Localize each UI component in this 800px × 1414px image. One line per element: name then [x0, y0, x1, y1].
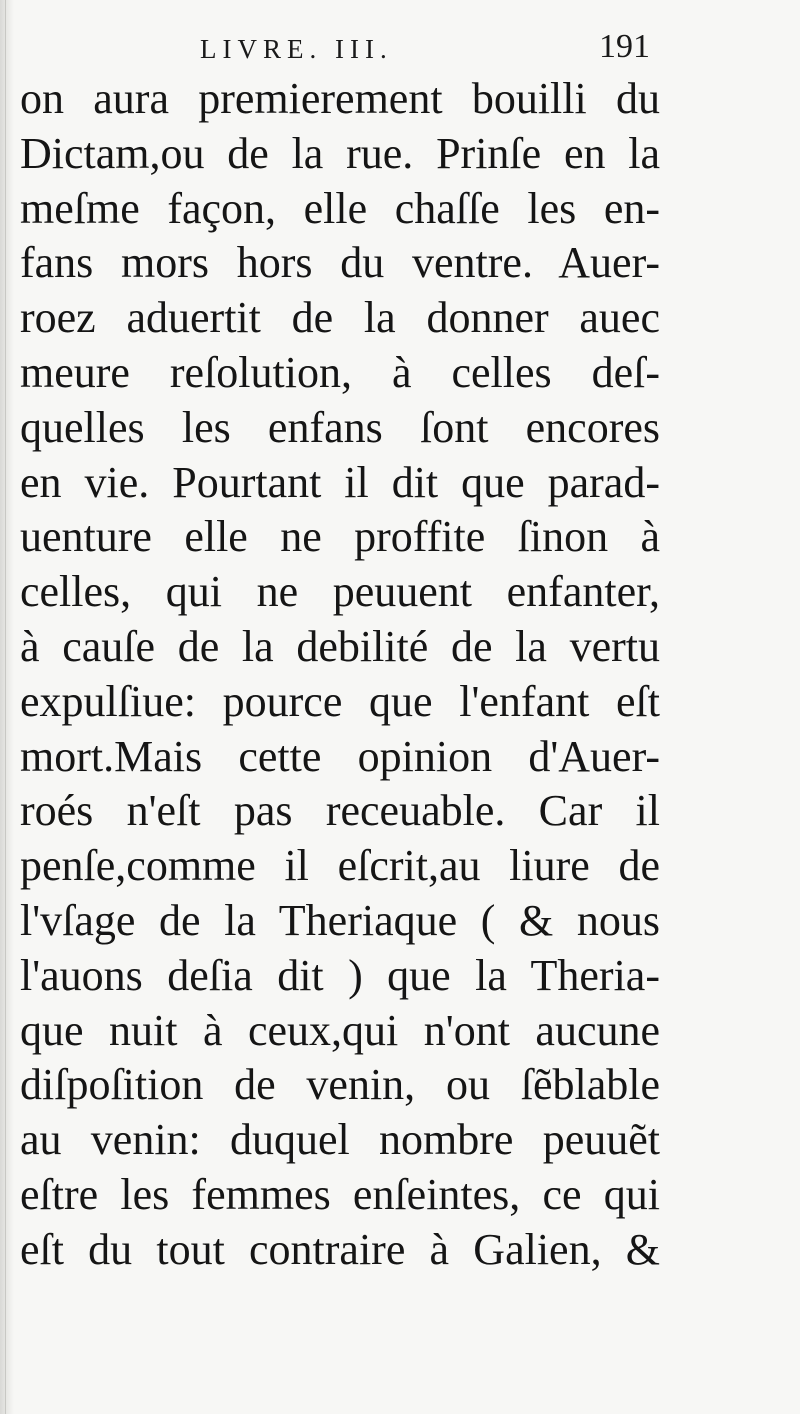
- text-line: quelles les enfans ſont encores: [20, 402, 660, 452]
- text-line: que nuit à ceux,qui n'ont aucune: [20, 1005, 660, 1055]
- text-line: on aura premierement bouilli du: [20, 74, 660, 123]
- text-line: meſme façon, elle chaſſe les en-: [20, 183, 660, 233]
- text-line: à cauſe de la debilité de la vertu: [20, 621, 660, 671]
- text-line: eſt du tout contraire à Galien, &: [20, 1224, 660, 1274]
- text-line: diſpoſition de venin, ou ſẽblable: [20, 1060, 660, 1110]
- text-line: celles, qui ne peuuent enfanter,: [20, 567, 660, 617]
- running-title: LIVRE. III.: [200, 34, 393, 64]
- text-line: au venin: duquel nombre peuuẽt: [20, 1115, 660, 1165]
- text-line: en vie. Pourtant il dit que parad-: [20, 457, 660, 507]
- text-line: l'vſage de la Theriaque ( & nous: [20, 895, 660, 945]
- page-number: 191: [599, 28, 650, 65]
- text-line: fans mors hors du ventre. Auer-: [20, 238, 660, 288]
- text-line: mort.Mais cette opinion d'Auer-: [20, 731, 660, 781]
- text-line: roés n'eſt pas receuable. Car il: [20, 786, 660, 836]
- page-gutter-shadow: [0, 0, 14, 1414]
- text-line: meure reſolution, à celles deſ-: [20, 347, 660, 397]
- text-line: uenture elle ne proffite ſinon à: [20, 512, 660, 562]
- text-line: eſtre les femmes enſeintes, ce qui: [20, 1169, 660, 1219]
- text-line: expulſiue: pource que l'enfant eſt: [20, 676, 660, 726]
- text-line: l'auons deſia dit ) que la Theria-: [20, 950, 660, 1000]
- body-text: [20, 72, 660, 1278]
- page-gutter-line: [5, 0, 6, 1414]
- text-line: penſe,comme il eſcrit,au liure de: [20, 841, 660, 891]
- text-line: Dictam,ou de la rue. Prinſe en la: [20, 128, 660, 178]
- text-line: roez aduertit de la donner auec: [20, 293, 660, 343]
- running-head: [20, 28, 660, 72]
